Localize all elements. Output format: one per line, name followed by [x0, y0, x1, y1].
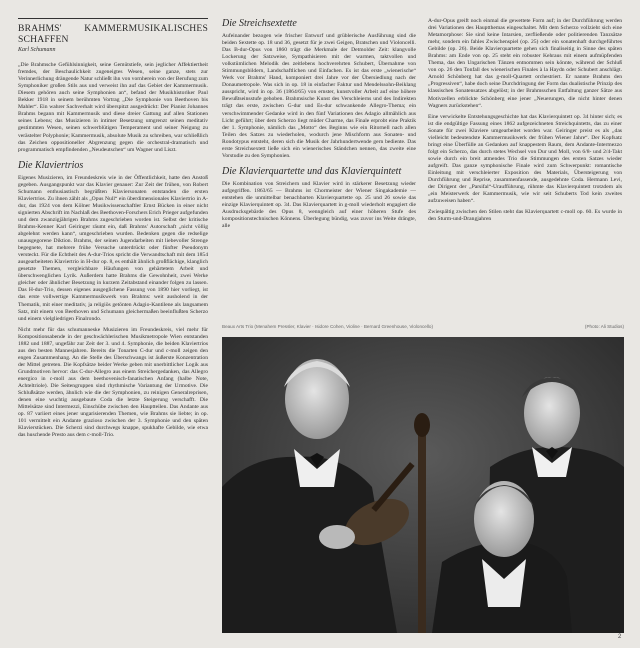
right-paragraph-3: Zwiespältig zwischen den Stilen steht das Klavierquartett c-moll op. 60. Es wurde in den Sturm-und-Drangjahren	[428, 209, 622, 223]
klaviertrios-paragraph-2: Nicht mehr für das schumanneske Musizieren im Freundeskreis, viel mehr für Kompositionsabende in der geschwächlerischen Musikmetropole Wien entstanden 1882 und 1887, ungefähr zur Zeit der 3. und 4. Symphonie, die beiden Klaviertrios aus den besten Mannesjahren. Bereits die Tonarten C-dur und c-moll zeigen den engen Zusammenhang. An die Stelle des Überschwangs ist äußerste Konzentration der Mittel getreten. Die Kopfsätze beider Werke geben mit unerbittlicher Logik aus Grundmotiven hervor: das C-dur-Allegro aus einem Streichergedanken, das Allegro energico in c-moll aus dem beethovenisch-fanatischen Anfang (halbe Note, Achteltriole). Die Seitengruppen sind rhythmische Variantung der Urmotive. Die Schlußsätze werden, ähnlich wie die der Symphonien, zu reinigen Generalreprisen, denen eine wuchtig ausgebaute Coda die letzte Steigerung verschafft. Die Mittelsätze sind Intermezzi, Einschübe zwischen den Hauptteilen. Das Andante aus op. 87 variiert eines jener ungarisierenden Themen, wie Brahms sie liebte; in op. 101 vermittelt ein Andante grazioso zwischen der 3. Symphonie und den späten Klavierstücken. Die Scherzi sind durchwegs knappe, spukhafte Gebilde, wie etwa das huschende Presto aus dem c-moll-Trio.	[18, 326, 208, 439]
right-paragraph-2: Eine verwickelte Entstehungsgeschichte hat das Klavierquintett op. 34 hinter sich; es ist die endgültige Fassung eines 1862 aufgezeichneten Streichquintetts, das zu einer Sonate für zwei Klaviere umgearbeitet worden war. Geiringer preist es als „das vielleicht bedeutendste Kammermusikwerk der frühen Wiener Jahre“. Der Kopfsatz bringt eine Überfülle an Gedanken auf knappestem Raum, dem Andante-Intermezzo folgt ein Scherzo, das durch stetes Wechsel von Dur und Moll, von 6/8- und 2/4-Takt sowie durch ein breit atmendes Trio die Stimmungen des ersten Satzes wieder aufgreift. Das ganze symphonische Finale wird zum Schwerpunkt: romantische Einleitung mit verschleierter Exposition des Materials, Übersteigerung von Durchführung und Reprise, zusammenfassende, ausgedehnte Coda. Hermann Levi, der Dirigent der „Parsifal“-Uraufführung, rühmte das Klavierquintett trotzdem als „ein Meisterwerk der Kammermusik, wie wir seit Schuberts Tod kein zweites aufzuweisen haben“.	[428, 113, 622, 205]
klaviertrios-paragraph-1: Eigenes Musizieren, im Freundeskreis wie in der Öffentlichkeit, hatte den Anstoß gegeben. Ausgangspunkt war das Klavier genauer: Zur Zeit der frühen, von Robert Schumann enthusiastisch begrüßten Klaviersonaten entstanden die ersten Klaviertrios. Zu ihnen zählt als „Opus Null“ ein überdimensionales Klaviertrio in A-dur, das 1924 von dem Kölner Musikwissenschaftler Ernst Bücken in einer nicht signierten Abschrift im Nachlaß des Beethoven-Forschers Erich Prieger aufgefunden und dem zwanzigjährigen Brahms zugeschrieben worden ist. Selbst der kritische Brahms-Kenner Karl Geiringer räumt ein, daß Brahms' Autorschaft „nicht völlig abgelehnt werden kann“, umgeschrieben wurden. Bedenken gegen die redselige unausgegorene Diktion. Brahms, der seinen Jugendarbeiten mit liebevoller Strenge begegnete, hat mehrere frühe Versuche unterdrückt oder fünfter Pseudonym versteckt. Für die Echtheit des A-dur-Trios spricht die Verwandtschaft mit dem 1854 ausgearbeiteten Klaviertrio in H-dur op. 8, es enthält ähnlich großflächige, klanglich gesetzte Themen, vergleichbare Häufungen von gehärtetem Arbeit und überschwenglichen Lyrik. Außerdem hatte Brahms die Gewohnheit, zwei Werke gleicher oder ähnlicher Besetzung in kurzem Zeitabstand einander folgen zu lassen. Das H-dur-Trio, dessen eigenes ausgeglichene Fassung von 1890 hier vorliegt, ist das erste vollwertige Kammermusikwerk von Brahms: weit ausholend in der Thematik, mit einer meditativ, ja religiös getönten Adagio-Kantilene als langsamem Satz, mit einem von Beethoven und Schumann gleichermaßen beeinflußten Scherzo und einem vielgliedrigen Finalrondo.	[18, 174, 208, 322]
intro-paragraph: „Die Brahmsche Gefühlsinnigkeit, seine Gemütstiefe, sein jeglicher Affektiertheit fremdes, der Beschaulichkeit zugeneigtes Wesen, seine ganze, stets zur Verinnerlichung drängende Natur schließt ihn von vornherein von der Berufung zum Symphoniker großen Stils aus und verweist ihn auf das Gebiet der Kammermusik. Diesem gehören auch seine Symphonien an“, befand der Musikhistoriker Paul Bekker 1918 in seinem berühmten Vortrag „Die Symphonie von Beethoven bis Mahler“. Ein wahrer Sachverhalt wird überspitzt ausgedrückt: Der Pianist Johannes Brahms begann mit Kammermusik und diese dreier Gattung auf allen Stationen seines Lebens; das Musizieren in intimer Besetzung umgrenzt seinen meditativ gestimmten Wesen, seinen schwerblütigen Temperament und seiner Neigung zu verästelter Polyphonie; Kammermusik, absolute Musik zu schreiben, war schließlich das Zeichen oppositioneller Abgrenzung gegen die orchestral-dramatisch und programmatisch empfindenden „Neudeutschen“ um Wagner und Liszt.	[18, 62, 208, 153]
section-heading-klaviertrios: Die Klaviertrios	[18, 159, 84, 171]
column-left	[18, 18, 208, 443]
right-paragraph-1: A-dur-Opus greift noch einmal die gewettete Form auf; in der Durchführung werden drei Variationen des Hauptthemas eingeschaltet. Mit dem Scherzo vollzieht sich eine Metamorphose: Sie sind keine Intarsien, zerfließende oder politierenden Tanzsätze mehr, sondern ein fahles Zwischenspiel (op. 25) oder ein sonatenhaft durchgeführtes Gebilde (op. 26). Beide Klavierquartette gehen sich finaliseitig in Sinne des späten Brahms: am Ende von op. 25 steht ein robuster Kehraus mit einem aufmüpfenden Thema, das den Ungarischen Tänzen entnommen sein könnte, während der Schluß von op. 26 den Tonfall des wienerischen Finales à la Haydn oder Schubert anschlägt. Arnold Schönberg hat das g-moll-Quartett orchestriert. Er nannte Brahms den „Progressiven“, habe doch seine Durchdringung der Form das dualistische Prinzip des klassischen Sonatensatzes abgelöst; in der Brahmsschen Entfaltung ganzer Sätze aus Motivzellen erblickte Schönberg eine jener „Neuerungen, die nicht hinter denen Wagners zurückstehen“.	[428, 18, 622, 109]
column-middle	[222, 18, 416, 234]
photo-credit: (Photo: Ali Studios)	[584, 324, 624, 329]
author-name: Karl Schumann	[18, 47, 56, 53]
article-title: BRAHMS' KAMMERMUSIKALISCHES SCHAFFEN	[18, 23, 208, 45]
photo-caption: Beaux Arts Trio (Menahem Pressler, Klavier · Isidore Cohen, Violine · Bernard Greenhouse, Violoncello)	[222, 324, 433, 329]
section-heading-klavierquartette: Die Klavierquartette und das Klavierquintett	[222, 165, 402, 177]
column-right	[428, 18, 622, 227]
trio-photograph-image	[222, 337, 624, 633]
trio-photograph	[222, 337, 624, 633]
klavierquartette-paragraph: Die Kombination von Streichern und Klavier wird in stärkerer Besetzung wieder aufgegriffen. 1863/65 — Brahms ist Chormeister der Wiener Singakademie — entstehen die unmittelbar benachbarten Klavierquartette op. 25 und 26 sowie das einzige Klavierquintett op. 34. Das Klavierquartett in g-moll wiederholt engagiert die Ausdrucksgebärde des Opus 8, wenngleich auf einer höheren Stufe des kompositionstechnischen Könnens. Überlegung bündig, was zuvor ins Weite drängte, alle	[222, 180, 416, 230]
streichsextette-paragraph: Aufeinander bezogen wie frischer Entwurf und grüblerische Ausführung sind die beiden Sextette op. 18 und 36, gesetzt für je zwei Geigen, Bratschen und Violoncelli. Das B-dur-Opus von 1860 trägt die Merkmale der Detmolder Zeit: klangvolle Lockerung der Satzweise, Sympathisieren mit der warmen, taktvollen und volkstümlichen Melodik des zeitlebens hochverehrten Schubert, Übernahme von Stimmungsbildern, Landschaftlichen und Einfachen. Es ist das erste „wienerische“ Werk vor Brahms' Hand, komponiert drei Jahre vor der Übersiedlung nach der Donaumetropole. Was sich in op. 18 in einfacher Faktur und Mendelssohn-Beiklang ausspricht, wird in op. 36 (1864/65) von ernster, kunstvoller Arbeit auf eine höhere Bewußtseinsstufe gehoben. Brahmsische Kunst des Verschleierns und des Indirekten trägt das erste, zwischen G-dur und Es-dur schwankende Allegro-Thema; ein verschwimmender Gedanke wird in den fünf Variationen des Adagio allmählich aus Licht geführt; über dem Scherzo liegt müder Charme, das Finale erprobt eine Praktik der 1. Symphonie, nämlich das „Motto“ des Beginns wie ein Ritornell nach allen Teilen des Satzes zu wiederholen, wodurch jene Mischform aus Sonaten- und Rondotypus entsteht, deren sich die Musik der Jahrhundertwende gern bediente. Das erste Streichsextett ließe sich ein wienerisches Ständchen nennen, das zweite eine Vorstudie zu den Symphonien.	[222, 33, 416, 159]
section-heading-streichsextette: Die Streichsextette	[222, 18, 297, 29]
photo-caption-row	[222, 324, 624, 329]
title-rule	[18, 18, 208, 19]
page-number: 2	[618, 634, 622, 640]
